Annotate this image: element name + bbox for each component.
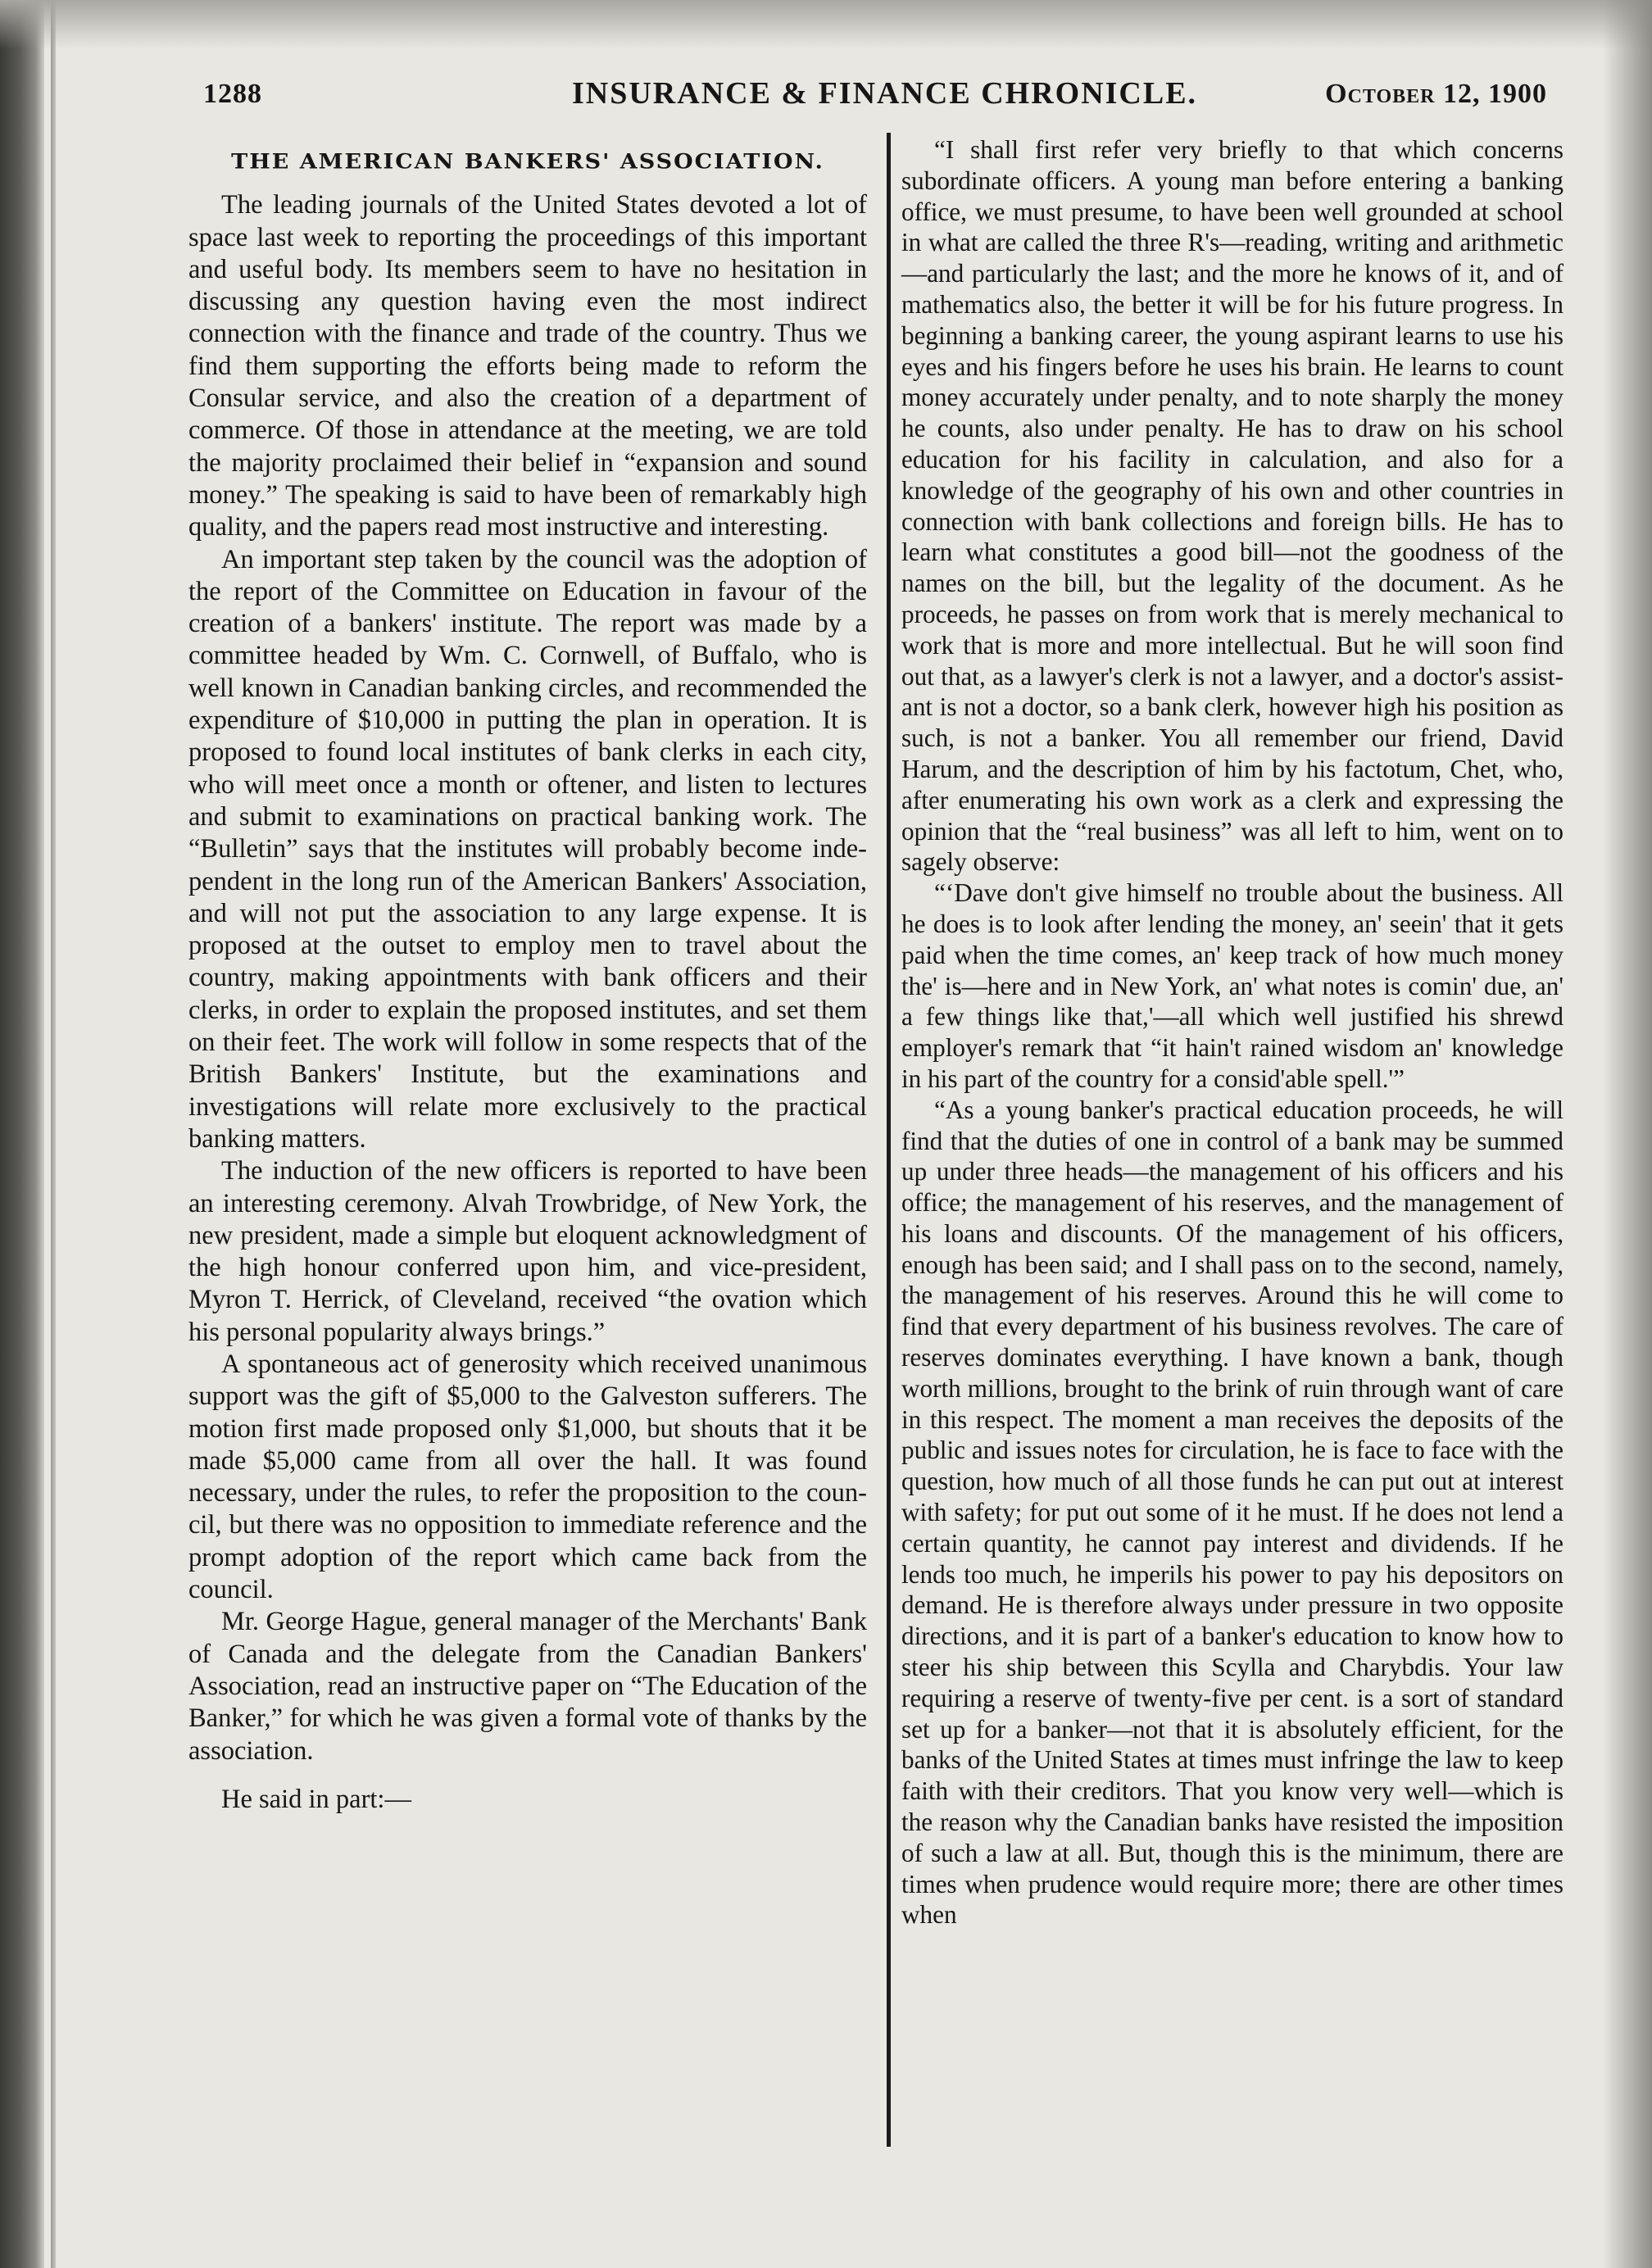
scan-shade-right bbox=[1603, 0, 1652, 2268]
page-number: 1288 bbox=[203, 79, 262, 109]
paragraph: “I shall first refer very briefly to that which concerns subordinate officers. A young man before entering a banking office, we must presume, to have been well grounded at school in what are called the three R's—reading, writing and arithmetic—and particularly the last; and the more he knows of it, and of mathematics also, the better it will be for his future progress. In beginning a banking career, the young aspirant learns to use his eyes and his fingers before he uses his brain. He learns to count money accurately under penalty, and to note sharply the money he counts, also under penalty. He has to draw on his school education for his facility in calculation, and also for a knowledge of the geography of his own and other countries in connection with bank collections and foreign bills. He has to learn what constitutes a good bill—not the goodness of the names on the bill, but the legality of the document. As he proceeds, he passes on from work that is merely mechanical to work that is more and more intellectual. But he will soon find out that, as a lawyer's clerk is not a lawyer, and a doctor's assistant is not a doctor, so a bank clerk, however high his position as such, is not a banker. You all remember our friend, David Harum, and the description of him by his factotum, Chet, who, after enumerating his own work as a clerk and expressing the opinion that the “real business” was all left to him, went on to sagely observe: bbox=[901, 135, 1564, 877]
paragraph: “As a young banker's practical education proceeds, he will find that the duties of one in control of a bank may be summed up under three heads—the management of his officers and his office; the management of his reserves, and the management of his loans and discounts. Of the management of his officers, enough has been said; and I shall pass on to the second, namely, the management of his reserves. Around this he will come to find that every department of his business revolves. The care of reserves dominates everything. I have known a bank, though worth millions, brought to the brink of ruin through want of care in this respect. The moment a man receives the deposits of the public and issues notes for circulation, he is face to face with the question, how much of all those funds he can put out at interest with safety; for put out some of it he must. If he does not lend a certain quantity, he cannot pay interest and dividends. If he lends too much, he imperils his power to pay his depositors on demand. He is therefore always under pressure in two opposite directions, and it is part of a banker's education to know how to steer his ship between this Scylla and Charybdis. Your law requiring a reserve of twenty-five per cent. is a sort of standard set up for a banker—not that it is absolutely efficient, for the banks of the United States at times must infringe the law to keep faith with their creditors. That you know very well—which is the reason why the Canadian banks have resisted the imposition of such a law at all. But, though this is the minimum, there are times when prudence would require more; there are other times when bbox=[901, 1095, 1564, 1930]
scan-shade-top bbox=[0, 0, 1652, 49]
binding-rule bbox=[51, 0, 56, 2268]
paragraph: A spontaneous act of generosity which received unanimous support was the gift of $5,000 to the Galveston sufferers. The motion first made proposed only $1,000, but shouts that it be made $5,000 came from all over the hall. It was found necessary, under the rules, to refer the proposition to the council, but there was no opposition to immediate reference and the prompt adoption of the report which came back from the council. bbox=[188, 1349, 867, 1605]
left-column bbox=[188, 144, 867, 1816]
binding-edge bbox=[0, 0, 44, 2268]
running-head bbox=[203, 70, 1547, 120]
journal-title: INSURANCE & FINANCE CHRONICLE. bbox=[572, 76, 1198, 111]
column-rule bbox=[887, 133, 891, 2147]
article-title: THE AMERICAN BANKERS' ASSOCIATION. bbox=[231, 150, 824, 174]
right-column bbox=[901, 134, 1564, 1930]
paragraph: The induction of the new officers is reported to have been an interesting ceremony. Alvah Trowbridge, of New York, the new president, made a simple but eloquent acknowledgment of the high honour conferred upon him, and vice-president, Myron T. Herrick, of Cleveland, received “the ovation which his personal popularity always brings.” bbox=[188, 1156, 867, 1347]
paragraph: The leading journals of the United States devoted a lot of space last week to reporting the proceedings of this important and useful body. Its members seem to have no hesitation in discussing any question having even the most indirect connection with the finance and trade of the country. Thus we find them supporting the efforts being made to reform the Consular service, and also the creation of a department of commerce. Of those in attendance at the meeting, we are told the majority proclaimed their belief in “expansion and sound money.” The speaking is said to have been of remarkably high quality, and the papers read most instructive and interesting. bbox=[188, 190, 867, 542]
paragraph: An important step taken by the council was the adoption of the report of the Committee on Education in favour of the creation of a bankers' institute. The report was made by a committee headed by Wm. C. Cornwell, of Buffalo, who is well known in Canadian banking circles, and recommended the expenditure of $10,000 in putting the plan in operation. It is proposed to found local institutes of bank clerks in each city, who will meet once a month or oftener, and listen to lectures and submit to examinations on practical banking work. The “Bulletin” says that the institutes will probably become independent in the long run of the American Bankers' Association, and will not put the association to any large expense. It is proposed at the outset to employ men to travel about the country, making appointments with bank officers and their clerks, in order to explain the proposed institutes, and set them on their feet. The work will follow in some respects that of the British Bankers' Institute, but the examinations and investigations will relate more exclusively to the practical banking matters. bbox=[188, 544, 867, 1154]
paragraph: Mr. George Hague, general manager of the Merchants' Bank of Canada and the delegate from the Canadian Bankers' Association, read an instructive paper on “The Education of the Banker,” for which he was given a formal vote of thanks by the association. bbox=[188, 1607, 867, 1766]
issue-date: October 12, 1900 bbox=[1325, 79, 1547, 109]
paragraph-quotation: “‘Dave don't give himself no trouble about the business. All he does is to look after lending the money, an' seein' that it gets paid when the time comes, an' keep track of how much money the' is—here and in New York, an' what notes is comin' due, an' a few things like that,'—all which well justified his shrewd employer's remark that “it hain't rained wisdom an' knowledge in his part of the country for a consid'able spell.'” bbox=[901, 878, 1564, 1093]
paragraph-lead-in: He said in part:— bbox=[221, 1784, 411, 1814]
